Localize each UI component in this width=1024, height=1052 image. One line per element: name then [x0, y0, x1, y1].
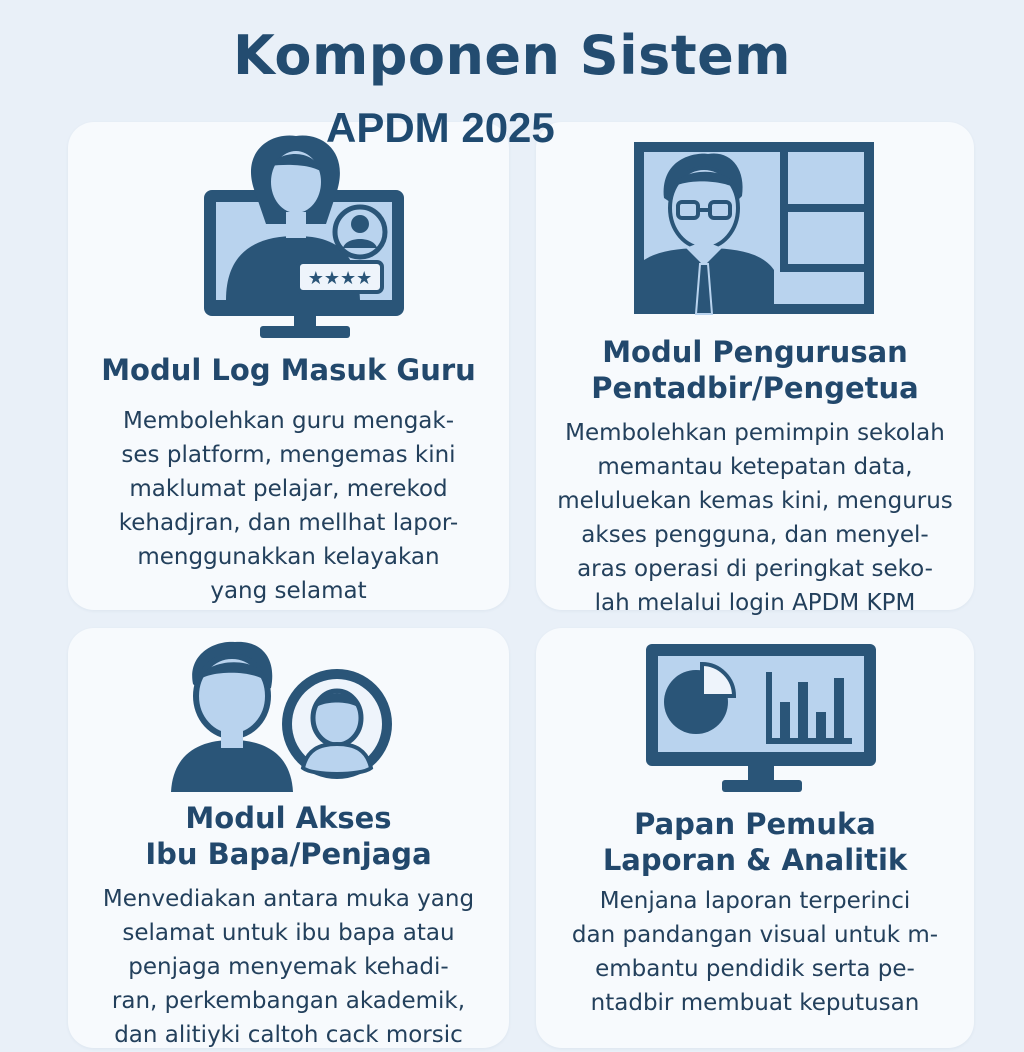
card-title-admin-management: Modul Pengurusan Pentadbir/Pengetua: [591, 335, 919, 405]
parent-guardian-icon: [165, 636, 400, 796]
card-description-report-dashboard: Menjana laporan terperinci dan pandangan visual untuk m- embantu pendidik serta pe- ntadbir membuat keputusan: [571, 888, 939, 1016]
svg-text:★★★★: ★★★★: [307, 268, 373, 289]
card-description-parent-access: Menvediakan antara muka yang selamat untuk ibu bapa atau penjaga menyemak kehadi- ran, perkembangan akademik, dan alitiyki caltoh cack morsic: [102, 886, 475, 1048]
teacher-monitor-icon: [200, 132, 410, 342]
card-description-admin-management: Membolehkan pemimpin sekolah memantau ketepatan data, meluluekan kemas kini, mengurus akses pengguna, dan menyel- aras operasi di peringkat seko- lah melalui login APDM KPM: [557, 420, 953, 616]
card-description-teacher-login: Membolehkan guru mengak- ses platform, mengemas kini maklumat pelajar, merekod kehadjran, dan mellhat lapor- menggunakkan kelayakan yang selamat: [118, 408, 459, 604]
card-title-report-dashboard: Papan Pemuka Laporan & Analitik: [602, 807, 908, 877]
card-title-parent-access: Modul Akses Ibu Bapa/Penjaga: [145, 801, 432, 871]
page-title: Komponen Sistem: [232, 24, 792, 87]
card-title-teacher-login: Modul Log Masuk Guru: [101, 353, 476, 387]
administrator-screen-icon: [630, 138, 880, 318]
analytics-dashboard-icon: [640, 640, 885, 800]
page-subtitle: APDM 2025: [326, 104, 555, 151]
